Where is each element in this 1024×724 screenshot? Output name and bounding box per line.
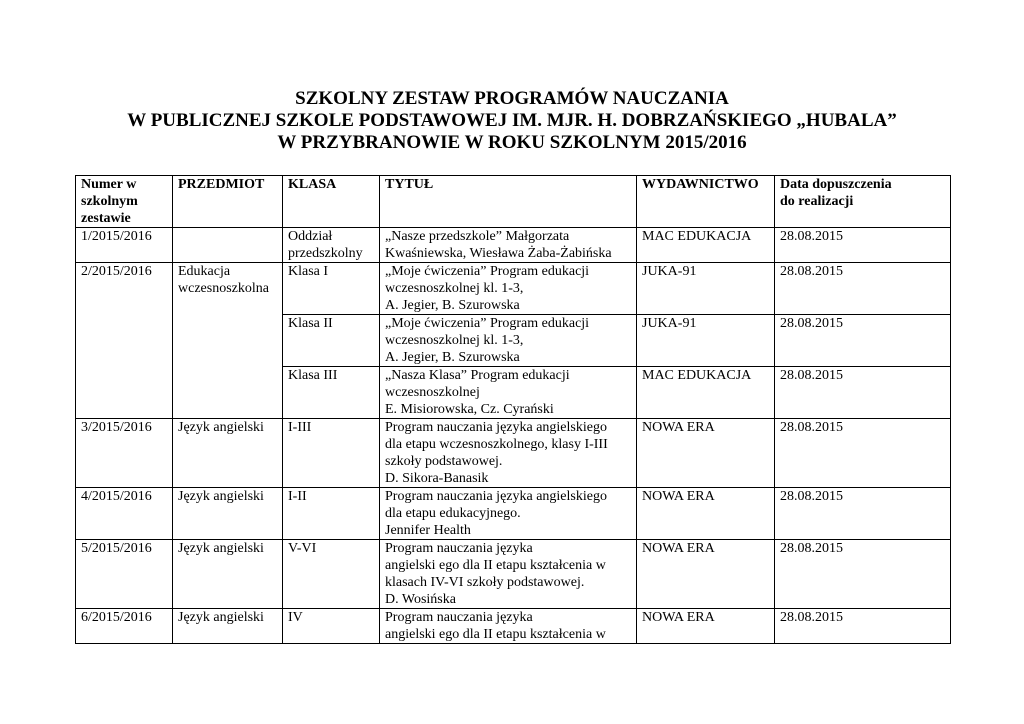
cell-text-line: Klasa II: [288, 316, 333, 331]
cell-text-line: „Moje ćwiczenia” Program edukacji: [385, 316, 590, 331]
cell-data: 28.08.2015: [775, 263, 951, 315]
cell-text-line: Program nauczania języka angielskiego: [385, 489, 607, 504]
cell-text-line: do realizacji: [780, 194, 854, 209]
cell-przedmiot: [173, 228, 283, 263]
cell-przedmiot: [173, 419, 283, 488]
cell-text-line: klasach IV-VI szkoły podstawowej.: [385, 575, 585, 590]
cell-text-line: dla etapu wczesnoszkolnego, klasy I-III: [385, 437, 608, 452]
cell-text-line: wczesnoszkolnej kl. 1-3,: [385, 333, 524, 348]
cell-text-line: Edukacja: [178, 264, 231, 279]
cell-data: 28.08.2015: [775, 488, 951, 540]
cell-text-line: angielski ego dla II etapu kształcenia w: [385, 627, 606, 642]
cell-text-line: WYDAWNICTWO: [642, 177, 759, 192]
programs-table: [75, 175, 951, 644]
cell-wydawnictwo: NOWA ERA: [637, 609, 775, 644]
cell-text-line: wczesnoszkolnej: [385, 385, 480, 400]
cell-text-line: Numer w: [81, 177, 137, 192]
cell-tytul: [380, 263, 637, 315]
cell-text-line: Program nauczania języka: [385, 541, 533, 556]
cell-text-line: szkolnym: [81, 194, 138, 209]
cell-text-line: PRZEDMIOT: [178, 177, 265, 192]
cell-tytul: [380, 540, 637, 609]
cell-przedmiot: [173, 540, 283, 609]
document-title: [0, 88, 1024, 154]
cell-klasa: [283, 263, 380, 315]
table-header-row: [76, 176, 951, 228]
cell-klasa: [283, 540, 380, 609]
table-row: [76, 228, 951, 263]
cell-text-line: E. Misiorowska, Cz. Cyrański: [385, 402, 554, 417]
cell-text-line: Język angielski: [178, 489, 264, 504]
cell-tytul: [380, 609, 637, 644]
cell-text-line: KLASA: [288, 177, 337, 192]
cell-klasa: [283, 315, 380, 367]
cell-numer: 6/2015/2016: [76, 609, 173, 644]
header-wydawnictwo: [637, 176, 775, 228]
cell-wydawnictwo: NOWA ERA: [637, 540, 775, 609]
cell-numer: 1/2015/2016: [76, 228, 173, 263]
cell-text-line: „Nasza Klasa” Program edukacji: [385, 368, 570, 383]
cell-text-line: D. Wosińska: [385, 592, 456, 607]
cell-tytul: [380, 419, 637, 488]
cell-klasa: [283, 367, 380, 419]
cell-wydawnictwo: JUKA-91: [637, 315, 775, 367]
cell-text-line: wczesnoszkolnej kl. 1-3,: [385, 281, 524, 296]
cell-text-line: Program nauczania języka: [385, 610, 533, 625]
cell-numer: 5/2015/2016: [76, 540, 173, 609]
cell-text-line: angielski ego dla II etapu kształcenia w: [385, 558, 606, 573]
cell-text-line: dla etapu edukacyjnego.: [385, 506, 521, 521]
cell-tytul: [380, 367, 637, 419]
table-row: [76, 488, 951, 540]
title-line-3: W PRZYBRANOWIE W ROKU SZKOLNYM 2015/2016: [277, 132, 747, 153]
cell-tytul: [380, 488, 637, 540]
cell-text-line: wczesnoszkolna: [178, 281, 269, 296]
cell-tytul: [380, 315, 637, 367]
header-klasa: [283, 176, 380, 228]
cell-klasa: [283, 488, 380, 540]
cell-data: 28.08.2015: [775, 228, 951, 263]
cell-text-line: Język angielski: [178, 420, 264, 435]
cell-text-line: I-II: [288, 489, 307, 504]
cell-text-line: I-III: [288, 420, 312, 435]
cell-numer: 2/2015/2016: [76, 263, 173, 419]
cell-klasa: [283, 419, 380, 488]
cell-text-line: A. Jegier, B. Szurowska: [385, 350, 520, 365]
cell-wydawnictwo: NOWA ERA: [637, 488, 775, 540]
header-przedmiot: [173, 176, 283, 228]
cell-text-line: D. Sikora-Banasik: [385, 471, 489, 486]
title-line-2: W PUBLICZNEJ SZKOLE PODSTAWOWEJ IM. MJR. H. DOBRZAŃSKIEGO „HUBALA”: [127, 110, 897, 131]
table-row: [76, 263, 951, 315]
cell-text-line: Język angielski: [178, 541, 264, 556]
cell-text-line: Kwaśniewska, Wiesława Żaba-Żabińska: [385, 246, 612, 261]
cell-text-line: „Moje ćwiczenia” Program edukacji: [385, 264, 590, 279]
header-tytul: [380, 176, 637, 228]
header-data: [775, 176, 951, 228]
cell-text-line: szkoły podstawowej.: [385, 454, 503, 469]
cell-przedmiot: [173, 488, 283, 540]
cell-text-line: zestawie: [81, 211, 131, 226]
cell-data: 28.08.2015: [775, 419, 951, 488]
cell-data: 28.08.2015: [775, 315, 951, 367]
cell-przedmiot: [173, 263, 283, 419]
table-row: [76, 419, 951, 488]
cell-data: 28.08.2015: [775, 540, 951, 609]
cell-text-line: Program nauczania języka angielskiego: [385, 420, 607, 435]
title-line-1: SZKOLNY ZESTAW PROGRAMÓW NAUCZANIA: [295, 88, 729, 109]
cell-text-line: przedszkolny: [288, 246, 363, 261]
cell-wydawnictwo: MAC EDUKACJA: [637, 367, 775, 419]
cell-wydawnictwo: MAC EDUKACJA: [637, 228, 775, 263]
cell-data: 28.08.2015: [775, 367, 951, 419]
cell-text-line: Klasa III: [288, 368, 338, 383]
cell-numer: 4/2015/2016: [76, 488, 173, 540]
cell-wydawnictwo: JUKA-91: [637, 263, 775, 315]
cell-text-line: Jennifer Health: [385, 523, 471, 538]
table-row: [76, 609, 951, 644]
cell-text-line: Język angielski: [178, 610, 264, 625]
cell-text-line: V-VI: [288, 541, 317, 556]
cell-klasa: [283, 228, 380, 263]
cell-numer: 3/2015/2016: [76, 419, 173, 488]
cell-tytul: [380, 228, 637, 263]
cell-text-line: Klasa I: [288, 264, 329, 279]
header-numer: [76, 176, 173, 228]
cell-text-line: TYTUŁ: [385, 177, 434, 192]
cell-text-line: „Nasze przedszkole” Małgorzata: [385, 229, 570, 244]
table-row: [76, 540, 951, 609]
cell-przedmiot: [173, 609, 283, 644]
cell-data: 28.08.2015: [775, 609, 951, 644]
cell-text-line: Oddział: [288, 229, 333, 244]
cell-text-line: A. Jegier, B. Szurowska: [385, 298, 520, 313]
cell-text-line: IV: [288, 610, 303, 625]
cell-text-line: Data dopuszczenia: [780, 177, 892, 192]
cell-wydawnictwo: NOWA ERA: [637, 419, 775, 488]
cell-klasa: [283, 609, 380, 644]
